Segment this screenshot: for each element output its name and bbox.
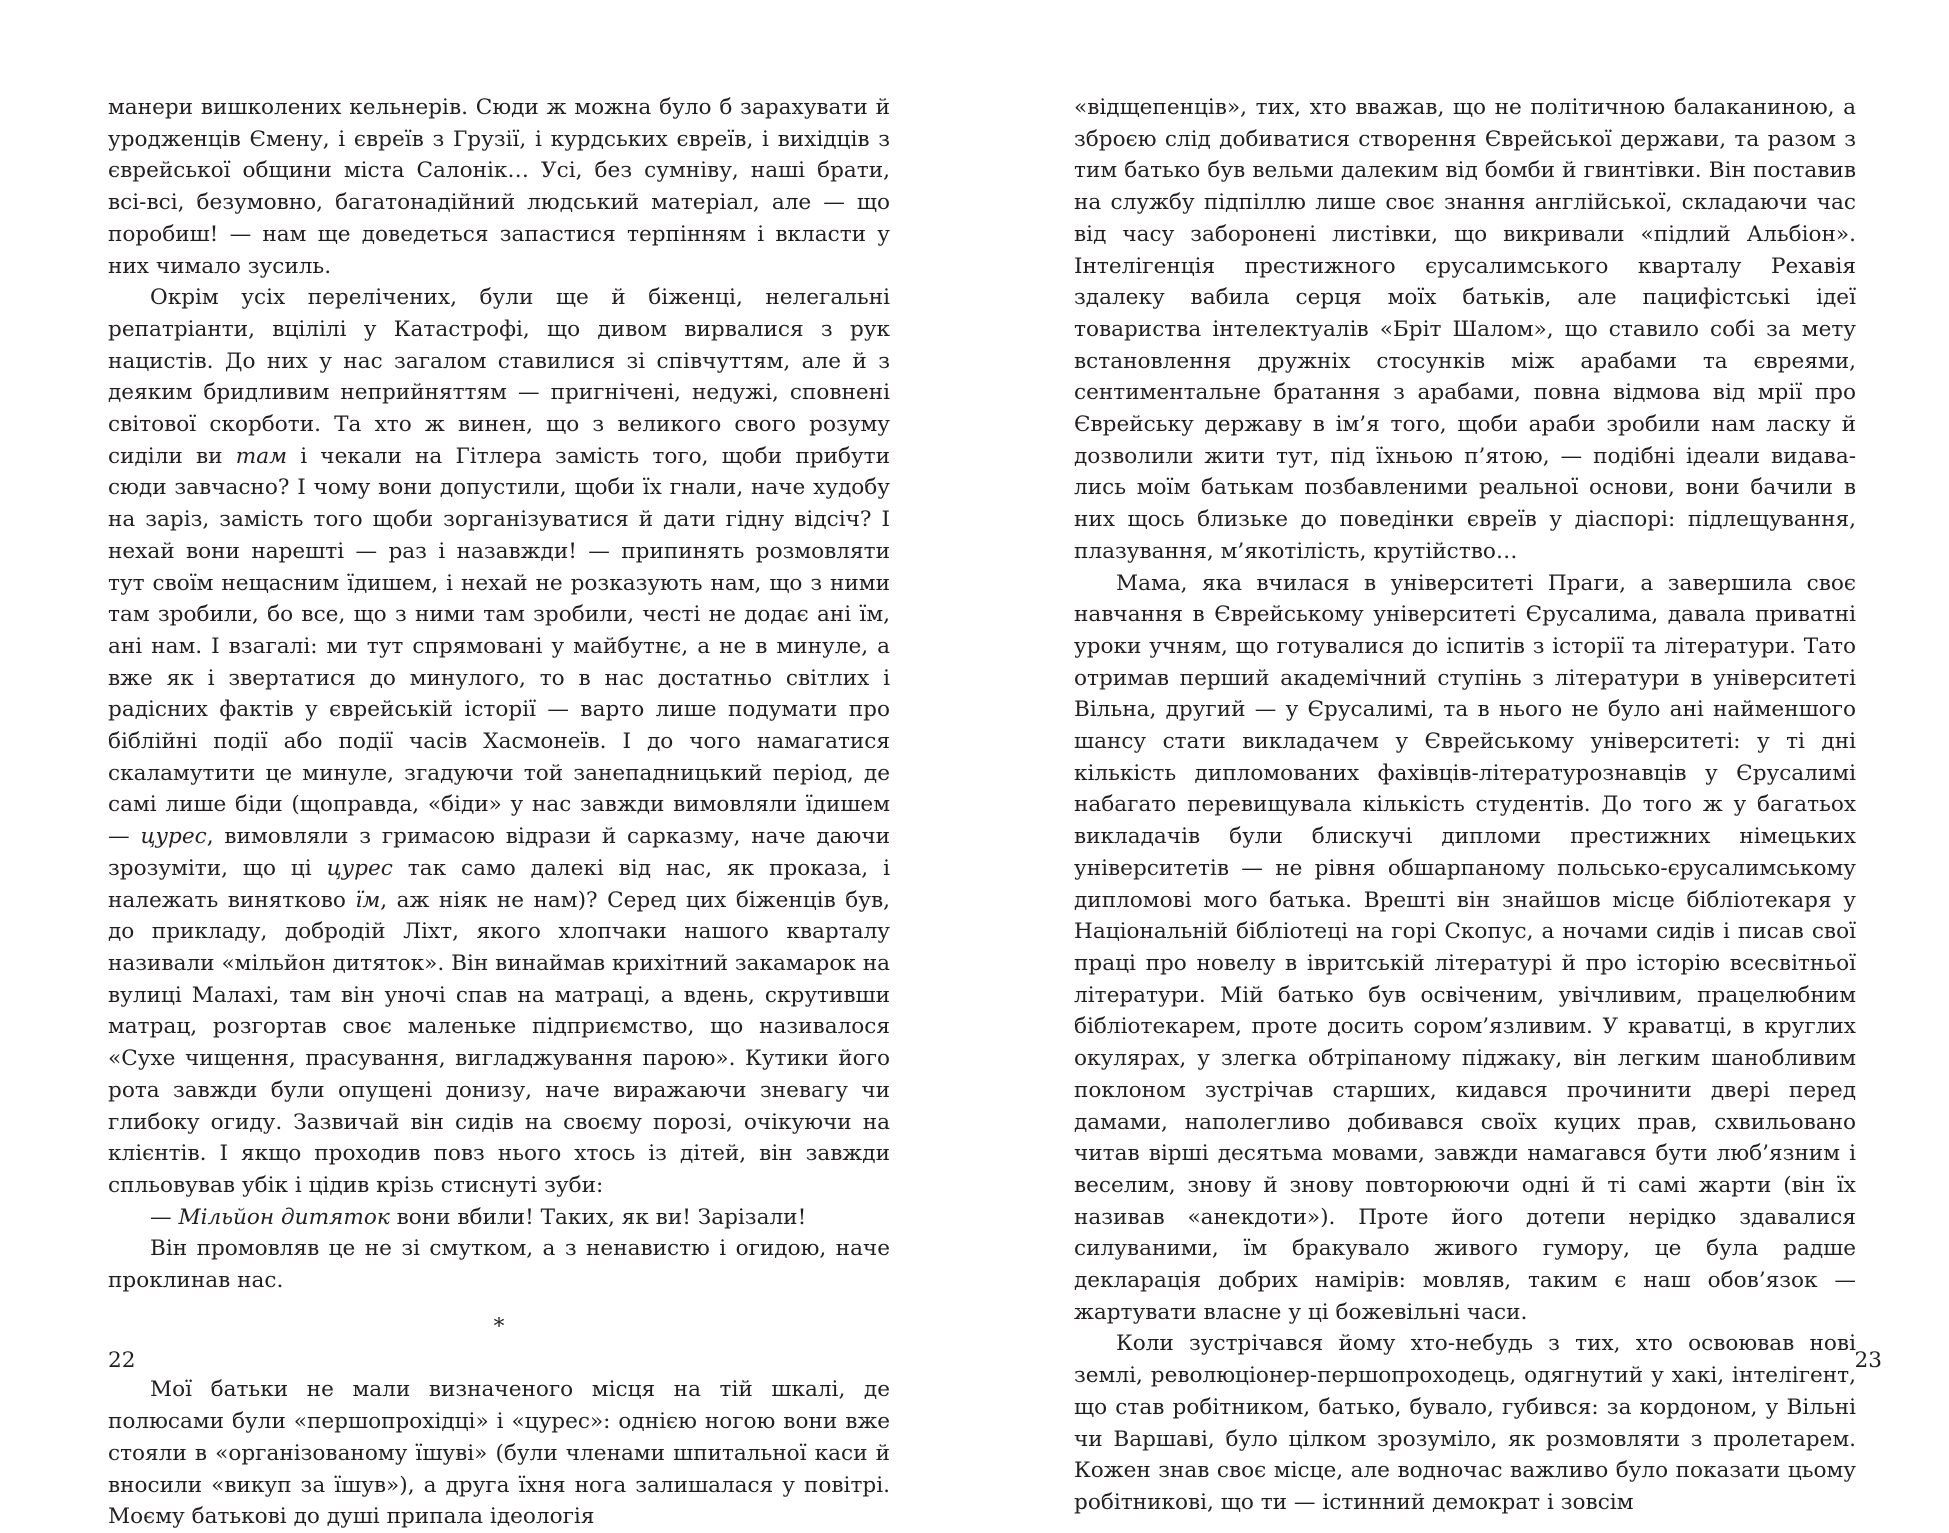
right-paragraph-3: Коли зустрічався йому хто-небудь з тих, хто освоював нові землі, революціонер-першопроходець, одягнутий у хакі, інтелігент, що став робітником, батько, бувало, губився: за кордоном, у Вільні чи Варшаві, було цілком зрозуміло, як розмовляти з пролетарем. Кожен знав своє місце, але водночас важливо було показати цьому робітникові, що ти — істинний демократ і зовсім — [1074, 1331, 1856, 1515]
section-separator: * — [493, 1313, 505, 1339]
left-paragraph-5: Мої батьки не мали визначеного місця на тій шкалі, де полюсами були «першопрохідці» і «цурес»: однією ногою вони вже стояли в «організованому їшуві» (були членами шпитальної каси й вносили «викуп за їшув»), а друга їхня нога залишалася у повітрі. Моєму батькові до душі припала ідеологія — [108, 1377, 890, 1530]
left-p2-emphasis-1: там — [235, 443, 288, 469]
left-p2-emphasis-4: їм — [355, 887, 381, 913]
left-p2-emphasis-3: цурес — [326, 855, 393, 881]
left-p2-text-b: і чекали на Гітлера замість того, щоби прибути сюди завчасно? І чому вони допустили, щоби їх гнали, наче худобу на заріз, замість того щоби зорганізуватися й дати гідну відсіч? І нехай вони нарешті — раз і назавжди! — припинять розмовляти тут своїм нещасним їдишем, і нехай не розказують нам, що з ними там зробили, бо все, що з ними там зробили, честі не додає ані їм, ані нам. І взагалі: ми тут спрямовані у майбутнє, а не в минуле, а вже як і звертатися до минулого, то в нас достатньо світлих і радісних фактів у єврейській історії — варто лише подумати про біблійні події або події часів Хасмонеїв. І до чого намагатися скаламутити це минуле, згадуючи той занепадницький період, де самі лише біди (щоправда, «біди» у нас завжди вимовляли їдишем — — [108, 443, 891, 850]
left-paragraph-1: манери вишколених кельнерів. Сюди ж можна було б зарахувати й уродженців Ємену, і євреїв з Грузії, і курдських євреїв, і вихідців з єврейської общини міста Салонік… Усі, без сумніву, наші брати, всі-всі, безумовно, багатонадійний людський матеріал, але — що поробиш! — нам ще доведеться запастися терпінням і вкласти у них чимало зусиль. — [108, 95, 890, 279]
left-paragraph-2 — [108, 282, 890, 1201]
right-paragraph-1: «відщепенців», тих, хто вважав, що не політичною балаканиною, а зброєю слід добиватися створення Єврейської держави, та разом з тим батько був вельми далеким від бомби й гвинтівки. Він поставив на службу підпіллю лише своє знання англійської, складаючи час від часу заборонені листівки, що викривали «підлий Альбіон». Інтелігенція престижного єрусалимського кварталу Рехавія здалеку вабила серця моїх батьків, але пацифістські ідеї товариства інтелектуалів «Бріт Шалом», що ставило собі за мету встановлення дружніх стосунків між арабами та євреями, сентиментальне братання з арабами, повна відмова від мрії про Єврейську державу в ім’я того, щоби араби зробили нам ласку й дозволили жити тут, під їхньою п’ятою, — подібні ідеали видавались моїм батькам позбавленими реальної основи, вони бачили в них щось близьке до поведінки євреїв у діаспорі: підлещування, плазування, м’якотілість, крутійство… — [1074, 95, 1856, 564]
left-page-text — [108, 92, 890, 1533]
left-p3-emphasis: Мільйон дитяток — [178, 1204, 390, 1230]
right-page-text — [1074, 92, 1856, 1519]
left-paragraph-3 — [108, 1202, 890, 1234]
left-paragraph-4: Він промовляв це не зі смутком, а з ненавистю і огидою, наче проклинав нас. — [108, 1236, 890, 1294]
right-paragraph-2: Мама, яка вчилася в університеті Праги, а завершила своє навчання в Єврейському університеті Єрусалима, давала приватні уроки учням, що готувалися до іспитів з історії та літератури. Тато отримав перший академічний ступінь з літератури в університеті Вільна, другий — у Єрусалимі, та в нього не було ані найменшого шансу стати викладачем у Єврейському університеті: у ті дні кількість дипломованих фахівців-літературознавців у Єрусалимі набагато перевищувала кількість студентів. До того ж у багатьох викладачів були блискучі дипломи престижних німецьких університетів — не рівня обшарпаному польсько-єрусалимському дипломові мого батька. Врешті він знайшов місце бібліотекаря у Національній бібліотеці на горі Скопус, а ночами сидів і писав свої праці про новелу в івритській літературі й про історію всесвітньої літератури. Мій батько був освіченим, увічливим, працелюбним бібліотекарем, проте досить сором’язливим. У краватці, в круглих окулярах, у злегка обтріпаному піджаку, він легким шанобливим поклоном зустрічав старших, кидався прочинити двері перед дамами, наполегливо добивався своїх куцих прав, схвильовано читав вірші десятьма мовами, завжди намагався бути люб’язним і веселим, знову й знову повторюючи одні й ті самі жарти (він їх називав «анекдоти»). Проте його дотепи нерідко здавалися силуваними, їм бракувало живого гумору, це була радше декларація добрих намірів: мовляв, таким є наш обов’язок — жартувати власне у ці божевільні часи. — [1074, 570, 1856, 1325]
left-p3-text-a: — — [150, 1204, 179, 1230]
left-page — [108, 92, 891, 1530]
right-page-number: 23 — [1854, 1348, 1882, 1373]
left-p2-text-c: , вимовляли з гримасою відрази й сарказму, наче даючи зрозуміти, що ці — [108, 824, 890, 881]
left-p2-text-d: так само далекі від нас, як проказа, і належать винятково — [108, 855, 890, 913]
left-p2-text-e: , аж ніяк не нам)? Серед цих біженців був, до прикладу, добродій Ліхт, якого хлопчаки нашого кварталу називали «мільйон дитяток». Він винаймав крихітний закамарок на вулиці Малахі, там він уночі спав на матраці, а вдень, скрутивши матрац, розгортав своє маленьке підприємство, що називалося «Сухе чищення, прасування, вигладжування парою». Кутики його рота завжди були опущені донизу, наче виражаючи зневагу чи глибоку огиду. Зазвичай він сидів на своєму порозі, очікуючи на клієнтів. І якщо проходив повз нього хтось із дітей, він завжди спльовував убік і цідив крізь стиснуті зуби: — [108, 887, 890, 1198]
left-page-number: 22 — [108, 1348, 136, 1373]
left-p2-emphasis-2: цурес — [140, 824, 207, 850]
left-p3-text-b: вони вбили! Таких, як ви! Зарізали! — [389, 1204, 807, 1230]
left-p2-text-a: Окрім усіх перелічених, були ще й біженці, нелегальні репатріанти, вцілілі у Катастрофі, що дивом вирвалися з рук нацистів. До них у нас загалом ставилися зі співчуттям, але й з деяким бридливим неприйняттям — пригнічені, недужі, сповнені світової скорботи. Та хто ж винен, що з великого свого розуму сиділи ви — [108, 285, 890, 469]
right-page — [1074, 92, 1856, 1515]
